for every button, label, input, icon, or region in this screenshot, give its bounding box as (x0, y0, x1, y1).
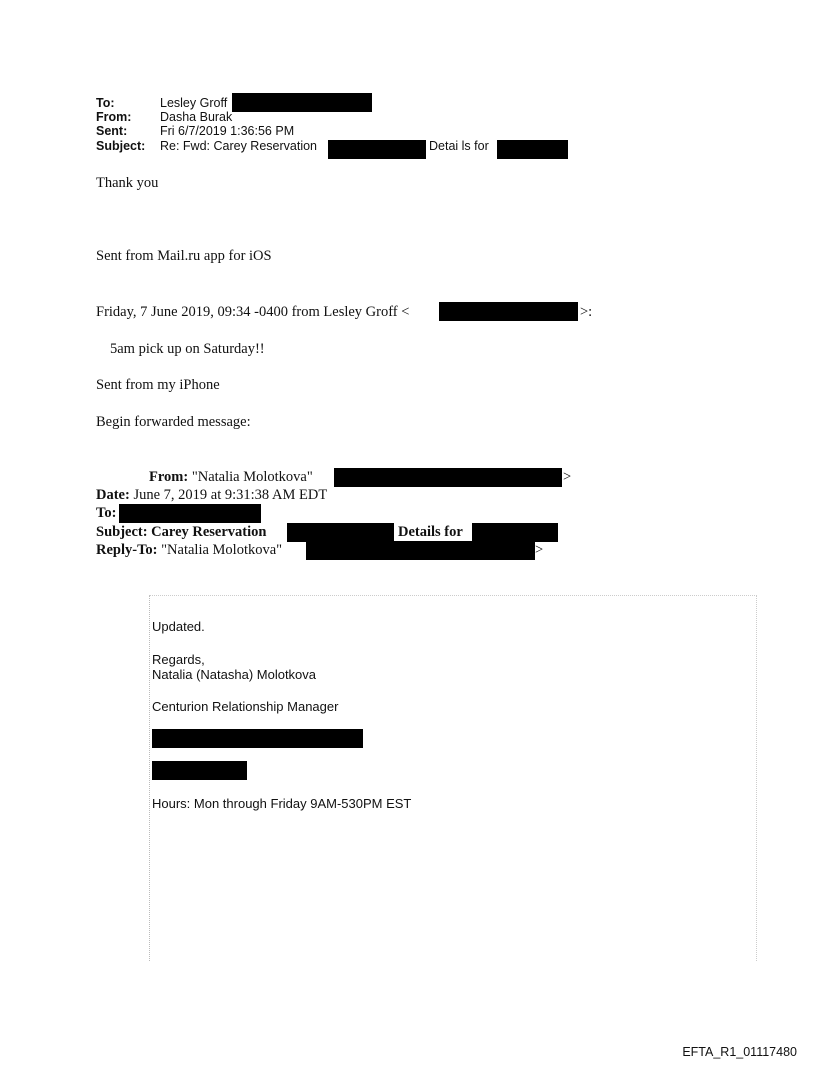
redaction-block (152, 729, 363, 748)
fwd-replyto-end: > (535, 542, 544, 558)
document-id: EFTA_R1_01117480 (682, 1045, 797, 1059)
from-label: From: (96, 110, 132, 124)
fwd-date-row (96, 487, 327, 503)
fwd-replyto-value: "Natalia Molotkova" (161, 542, 283, 558)
redaction-block (232, 93, 372, 112)
fwd-from-end: > (563, 469, 572, 485)
signature-app: Sent from Mail.ru app for iOS (96, 248, 272, 264)
sent-value: Fri 6/7/2019 1:36:56 PM (160, 124, 295, 138)
message-sender-title: Centurion Relationship Manager (152, 699, 339, 714)
subject-value-part2: Detai ls for (429, 139, 489, 153)
signature-iphone: Sent from my iPhone (96, 377, 220, 393)
quoted-message: 5am pick up on Saturday!! (110, 341, 265, 357)
forward-marker: Begin forwarded message: (96, 414, 251, 430)
fwd-subject-details: Details for (398, 524, 463, 540)
from-value: Dasha Burak (160, 110, 233, 124)
sent-label: Sent: (96, 124, 128, 138)
fwd-from-value: "Natalia Molotkova" (191, 469, 313, 485)
message-hours: Hours: Mon through Friday 9AM-530PM EST (152, 796, 412, 811)
redaction-block (334, 468, 562, 487)
subject-value-part1: Re: Fwd: Carey Reservation (160, 139, 318, 153)
subject-label: Subject: (96, 139, 146, 153)
fwd-from-label: From: (149, 469, 189, 485)
quote-intro: Friday, 7 June 2019, 09:34 -0400 from Lesley Groff < (96, 304, 410, 320)
redaction-block (306, 541, 535, 560)
quote-intro-end: >: (580, 304, 593, 320)
reply-text: Thank you (96, 175, 159, 191)
fwd-to-label: To: (96, 505, 117, 521)
redaction-block (439, 302, 578, 321)
redaction-block (328, 140, 426, 159)
redaction-block (287, 523, 394, 542)
fwd-replyto-row (96, 542, 282, 558)
redaction-block (472, 523, 558, 542)
to-value: Lesley Groff (160, 96, 228, 110)
message-regards: Regards, (152, 652, 205, 667)
redaction-block (119, 504, 261, 523)
message-updated: Updated. (152, 619, 205, 634)
fwd-date-value: June 7, 2019 at 9:31:38 AM EDT (133, 487, 328, 503)
redaction-block (497, 140, 568, 159)
fwd-from-row (149, 469, 313, 485)
fwd-subject-label: Subject: Carey Reservation (96, 524, 267, 540)
fwd-replyto-label: Reply-To: (96, 542, 158, 558)
message-sender-name: Natalia (Natasha) Molotkova (152, 667, 317, 682)
to-label: To: (96, 96, 115, 110)
redaction-block (152, 761, 247, 780)
fwd-date-label: Date: (96, 487, 130, 503)
